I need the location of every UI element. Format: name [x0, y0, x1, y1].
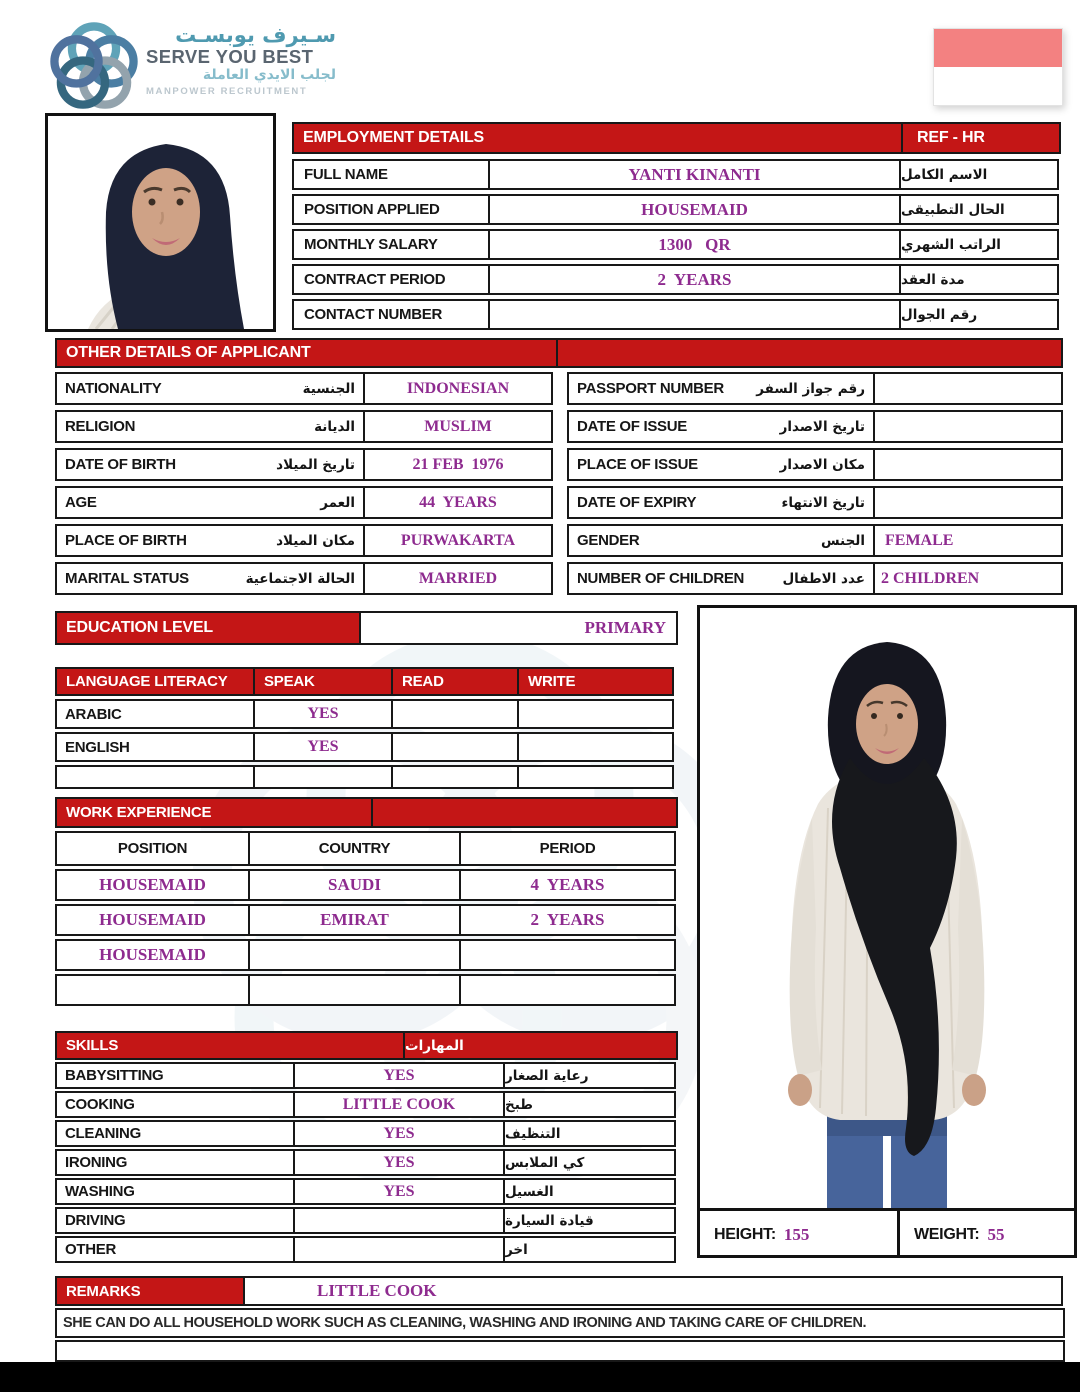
- ironing-arabic: كي الملابس: [503, 1149, 676, 1176]
- cooking-value: LITTLE COOK: [293, 1091, 505, 1118]
- marital-status-value: MARRIED: [363, 562, 553, 595]
- babysitting-value: YES: [293, 1062, 505, 1089]
- work-row-period: [459, 974, 676, 1006]
- period-column-header: PERIOD: [459, 831, 676, 866]
- position-applied-arabic: الحال التطبيقى: [899, 194, 1059, 225]
- washing-arabic: الغسيل: [503, 1178, 676, 1205]
- date-of-expiry-value: [873, 486, 1063, 519]
- language-english-label: ENGLISH: [55, 732, 255, 762]
- ironing-label: IRONING: [55, 1149, 295, 1176]
- remarks-note: SHE CAN DO ALL HOUSEHOLD WORK SUCH AS CLEANING, WASHING AND IRONING AND TAKING CARE OF CHILDREN.: [55, 1308, 1065, 1338]
- date-of-expiry-arabic: تاريخ الانتهاء: [781, 494, 865, 511]
- speak-header: SPEAK: [253, 667, 393, 696]
- work-row-country: EMIRAT: [248, 904, 461, 936]
- other-skill-label: OTHER: [55, 1236, 295, 1263]
- driving-arabic: قيادة السيارة: [503, 1207, 676, 1234]
- other-skill-arabic: اخر: [503, 1236, 676, 1263]
- gender-arabic: الجنس: [820, 532, 865, 549]
- country-column-header: COUNTRY: [248, 831, 461, 866]
- indonesia-flag-icon: [933, 28, 1063, 106]
- cooking-arabic: طبخ: [503, 1091, 676, 1118]
- contract-period-label: CONTRACT PERIOD: [292, 264, 490, 295]
- logo-arabic-title: سـيرف يوبسـت: [175, 23, 336, 47]
- logo-knot-icon: [48, 20, 140, 112]
- empty-read-value: [391, 765, 519, 789]
- washing-label: WASHING: [55, 1178, 295, 1205]
- religion-arabic: الديانة: [314, 418, 355, 435]
- weight-value: 55: [987, 1224, 1005, 1244]
- work-row-position: HOUSEMAID: [55, 869, 250, 901]
- work-row-country: [248, 939, 461, 971]
- arabic-write-value: [517, 699, 674, 729]
- employment-details-header: EMPLOYMENT DETAILS: [292, 122, 903, 154]
- education-level-row: [55, 611, 680, 645]
- contact-number-value: [488, 299, 901, 330]
- work-experience-section: [55, 797, 680, 1006]
- education-level-label: EDUCATION LEVEL: [55, 611, 361, 645]
- number-of-children-label: NUMBER OF CHILDREN: [577, 570, 745, 587]
- empty-write-value: [517, 765, 674, 789]
- position-applied-value: HOUSEMAID: [488, 194, 901, 225]
- babysitting-label: BABYSITTING: [55, 1062, 295, 1089]
- work-row-period: [459, 939, 676, 971]
- babysitting-arabic: رعاية الصغار: [503, 1062, 676, 1089]
- date-of-issue-value: [873, 410, 1063, 443]
- monthly-salary-label: MONTHLY SALARY: [292, 229, 490, 260]
- applicant-headshot-photo: [45, 113, 276, 332]
- language-literacy-header: LANGUAGE LITERACY: [55, 667, 255, 696]
- date-of-issue-label: DATE OF ISSUE: [577, 418, 687, 435]
- work-row-country: SAUDI: [248, 869, 461, 901]
- bottom-black-bar: [0, 1362, 1080, 1392]
- arabic-read-value: [391, 699, 519, 729]
- gender-value: FEMALE: [873, 524, 1063, 557]
- skills-header: SKILLS: [55, 1031, 405, 1060]
- cleaning-arabic: التنظيف: [503, 1120, 676, 1147]
- work-row-position: HOUSEMAID: [55, 904, 250, 936]
- passport-number-value: [873, 372, 1063, 405]
- height-weight-row: [700, 1208, 1074, 1258]
- religion-label: RELIGION: [65, 418, 136, 435]
- education-level-value: PRIMARY: [359, 611, 678, 645]
- other-details-left-table: [55, 372, 555, 595]
- age-arabic: العمر: [320, 494, 355, 511]
- number-of-children-arabic: عدد الاطفال: [782, 570, 865, 587]
- logo-text-block: [146, 24, 336, 99]
- read-header: READ: [391, 667, 519, 696]
- work-row-position: [55, 974, 250, 1006]
- date-of-issue-arabic: تاريخ الاصدار: [779, 418, 865, 435]
- other-skill-value: [293, 1236, 505, 1263]
- work-row-position: HOUSEMAID: [55, 939, 250, 971]
- ref-hr-label: REF - HR: [901, 122, 1061, 154]
- remarks-section: [55, 1276, 1065, 1362]
- cleaning-value: YES: [293, 1120, 505, 1147]
- work-row-period: 4 YEARS: [459, 869, 676, 901]
- ironing-value: YES: [293, 1149, 505, 1176]
- english-speak-value: YES: [253, 732, 393, 762]
- position-applied-label: POSITION APPLIED: [292, 194, 490, 225]
- english-write-value: [517, 732, 674, 762]
- religion-value: MUSLIM: [363, 410, 553, 443]
- place-of-birth-label: PLACE OF BIRTH: [65, 532, 187, 549]
- weight-label: WEIGHT:: [914, 1225, 980, 1243]
- passport-number-label: PASSPORT NUMBER: [577, 380, 724, 397]
- employment-details-section: [292, 122, 1063, 330]
- logo-title: SERVE YOU BEST: [146, 46, 314, 68]
- contact-number-arabic: رقم الجوال: [899, 299, 1059, 330]
- monthly-salary-arabic: الراتب الشهري: [899, 229, 1059, 260]
- date-of-expiry-label: DATE OF EXPIRY: [577, 494, 697, 511]
- marital-status-arabic: الحالة الاجتماعية: [245, 570, 355, 587]
- driving-value: [293, 1207, 505, 1234]
- nationality-arabic: الجنسية: [302, 380, 355, 397]
- height-value: 155: [783, 1224, 810, 1244]
- nationality-value: INDONESIAN: [363, 372, 553, 405]
- full-name-arabic: الاسم الكامل: [899, 159, 1059, 190]
- marital-status-label: MARITAL STATUS: [65, 570, 189, 587]
- driving-label: DRIVING: [55, 1207, 295, 1234]
- place-of-birth-arabic: مكان الميلاد: [276, 532, 355, 549]
- applicant-fullbody-photo: [700, 608, 1074, 1208]
- place-of-issue-arabic: مكان الاصدار: [779, 456, 865, 473]
- language-empty-label: [55, 765, 255, 789]
- other-details-header: OTHER DETAILS OF APPLICANT: [55, 338, 558, 368]
- flag-white-band: [934, 67, 1062, 105]
- age-value: 44 YEARS: [363, 486, 553, 519]
- other-details-right-table: [567, 372, 1065, 595]
- work-experience-header-right: [371, 797, 678, 828]
- applicant-fullbody-photo-panel: [697, 605, 1077, 1258]
- contact-number-label: CONTACT NUMBER: [292, 299, 490, 330]
- full-name-value: YANTI KINANTI: [488, 159, 901, 190]
- height-label: HEIGHT:: [714, 1225, 776, 1243]
- skills-header-arabic: المهارات: [403, 1031, 678, 1060]
- logo-arabic-subtitle: لجلب الايدي العاملة: [202, 67, 336, 84]
- place-of-issue-value: [873, 448, 1063, 481]
- full-name-label: FULL NAME: [292, 159, 490, 190]
- language-literacy-section: [55, 667, 680, 789]
- empty-speak-value: [253, 765, 393, 789]
- work-row-country: [248, 974, 461, 1006]
- date-of-birth-arabic: تاريخ الميلاد: [276, 456, 355, 473]
- washing-value: YES: [293, 1178, 505, 1205]
- position-column-header: POSITION: [55, 831, 250, 866]
- skills-section: [55, 1031, 680, 1263]
- other-details-header-right: [556, 338, 1063, 368]
- gender-label: GENDER: [577, 532, 640, 549]
- monthly-salary-value: 1300 QR: [488, 229, 901, 260]
- passport-number-arabic: رقم جواز السفر: [756, 380, 865, 397]
- write-header: WRITE: [517, 667, 674, 696]
- language-arabic-label: ARABIC: [55, 699, 255, 729]
- cleaning-label: CLEANING: [55, 1120, 295, 1147]
- arabic-speak-value: YES: [253, 699, 393, 729]
- place-of-birth-value: PURWAKARTA: [363, 524, 553, 557]
- remarks-empty-row: [55, 1340, 1065, 1362]
- cooking-label: COOKING: [55, 1091, 295, 1118]
- flag-red-band: [934, 29, 1062, 67]
- english-read-value: [391, 732, 519, 762]
- remarks-value: LITTLE COOK: [317, 1281, 437, 1300]
- work-row-period: 2 YEARS: [459, 904, 676, 936]
- work-experience-header: WORK EXPERIENCE: [55, 797, 373, 828]
- logo-subtitle: MANPOWER RECRUITMENT: [146, 85, 308, 97]
- other-details-section: [55, 338, 1065, 595]
- nationality-label: NATIONALITY: [65, 380, 162, 397]
- remarks-header: REMARKS: [55, 1276, 245, 1306]
- age-label: AGE: [65, 494, 97, 511]
- number-of-children-value: 2 CHILDREN: [873, 562, 1063, 595]
- date-of-birth-label: DATE OF BIRTH: [65, 456, 176, 473]
- place-of-issue-label: PLACE OF ISSUE: [577, 456, 698, 473]
- date-of-birth-value: 21 FEB 1976: [363, 448, 553, 481]
- contract-period-value: 2 YEARS: [488, 264, 901, 295]
- contract-period-arabic: مدة العقد: [899, 264, 1059, 295]
